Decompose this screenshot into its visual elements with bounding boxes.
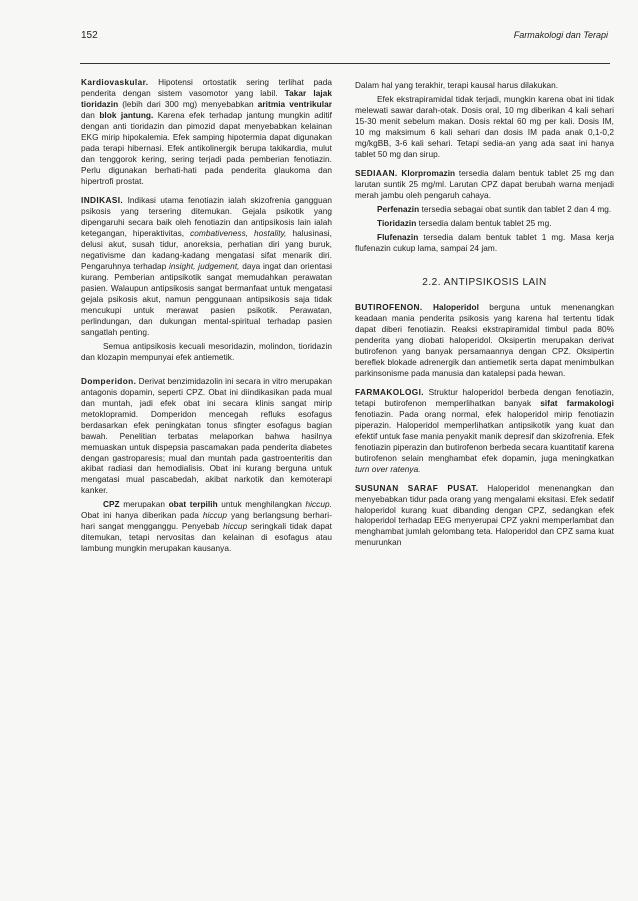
bold-phrase: CPZ — [103, 500, 120, 510]
bold-phrase: Flufenazin — [377, 232, 419, 242]
bold-phrase: Tioridazin — [377, 218, 417, 228]
paragraph-term: FARMAKOLOGI. — [355, 387, 424, 397]
paragraph-dosis: Efek ekstrapiramidal tidak terjadi, mungkin karena obat ini tidak melewati sawar darah-otak. Dosis oral, 10 mg diberikan 4 kali sehari 15-30 menit sebelum makan. Dosis rektal 60 mg per kali. Dosis IM, 10 mg maksimum 6 kali sehari dan dosis IM pada anak 0,1-0,2 mg/kgBB, 3-6 kali sehari. Tetapi sedia-an yang ada saat ini hanya tablet 50 mg dan sirup. — [355, 94, 614, 159]
paragraph-text: tersedia dalam bentuk tablet 25 mg. — [416, 218, 552, 228]
paragraph-text: tersedia dalam bentuk tablet 1 mg. Masa kerja flufenazin cukup lama, sampai 24 jam. — [355, 232, 614, 253]
paragraph-text: untuk menghilangkan — [217, 500, 306, 510]
paragraph-term: INDIKASI. — [81, 195, 124, 205]
paragraph-text: yang berlangsung berhari-hari sangat mengganggu. Penyebab — [81, 511, 332, 532]
paragraph-text: Struktur haloperidol berbeda dengan fenotiazin, tetapi butirofenon memperlihatkan banyak — [355, 387, 614, 408]
paragraph-text: Haloperidol menenangkan dan menyebabkan tidur pada orang yang mengalami eksitasi. Efek sedatif haloperidol kurang kuat dibanding dengan CPZ, sedangkan efek haloperidol terhadap EEG menyerupai CPZ yakni memperlambat dan menghambat jumlah gelombang teta. Haloperidol dan CPZ sama kuat menurunkan — [355, 483, 614, 548]
paragraph-text: daya ingat dan orientasi kurang. Pemberian antipsikotik sangat memudahkan perawatan pasien. Walaupun antipsikosis sangat bermanfaat untuk mengatasi gejala psikosis akut, namun penggunaan antipsikosis saja tidak mencukupi untuk merawat pasien psikotik. Perawatan, perlindungan, dan dukungan mental-spiritual terhadap pasien sangatlah penting. — [81, 261, 333, 337]
paragraph-indikasi — [81, 196, 332, 339]
italic-phrase: combativeness, hostality, — [190, 228, 287, 238]
bold-phrase: Klorpromazin — [397, 168, 456, 178]
italic-phrase: hiccup. — [305, 500, 332, 510]
bold-phrase: obat terpilih — [168, 500, 218, 510]
paragraph-perfenazin — [355, 205, 614, 216]
paragraph-domperidon — [81, 377, 332, 498]
paragraph-text: (lebih dari 300 mg) menyebabkan — [118, 99, 258, 109]
italic-phrase: insight, judgement, — [168, 261, 240, 271]
paragraph-term: SEDIAAN. — [355, 168, 398, 178]
italic-phrase: hiccup — [202, 511, 228, 521]
paragraph-sediaan — [355, 169, 614, 202]
paragraph-text: tersedia dalam bentuk tablet 25 mg dan larutan suntik 25 mg/ml. Larutan CPZ dapat berubah warna menjadi merah jambu oleh pengaruh cahaya. — [355, 168, 614, 200]
running-title: Farmakologi dan Terapi — [513, 30, 608, 40]
paragraph-susunan-saraf-pusat — [355, 484, 614, 550]
paragraph-text: tersedia sebagai obat suntik dan tablet 2 dan 4 mg. — [419, 204, 612, 214]
paragraph-term: Domperidon. — [81, 376, 137, 386]
bold-phrase: blok jantung. — [99, 110, 154, 120]
paragraph-farmakologi — [355, 388, 614, 476]
paragraph-text: Karena efek terhadap jantung mungkin aditif dengan anti tioridazin dan pimozid dapat menyebabkan kelainan EKG mirip hipokalemia. Efek samping hipotermia dapat digunakan pada terapi hibernasi. Efek antikolinergik berupa takikardia, mulut dan tenggorok kering, sering terjadi pada pemberian fenotiazin. Perlu digunakan berhati-hati pada penderita glaukoma dan hipertrofi prostat. — [81, 110, 332, 186]
paragraph-kardiovaskular — [81, 78, 332, 188]
paragraph-text: merupakan — [119, 500, 169, 510]
paragraph-text: Indikasi utama fenotiazin ialah skizofrenia gangguan psikosis yang tersering ditemukan. Gejala psikotik yang dipengaruhi secara baik oleh fenotiazin dan antipsikosis lain ialah ketegangan, hiperaktivitas, — [81, 195, 332, 238]
paragraph-term: BUTIROFENON. — [355, 302, 423, 312]
paragraph-text: seringkali tidak dapat ditemukan, tetapi nervositas dan kelainan di esofagus atau lambung mungkin merupakan kausanya. — [81, 522, 332, 554]
paragraph-text: Derivat benzimidazolin ini secara in vitro merupakan antagonis dopamin, seperti CPZ. Obat ini diindikasikan pada mual dan muntah, jadi efek obat ini secara klinis sangat mirip metoklopramid. Domperidon mencegah refluks esofagus berdasarkan efek peningkatan tonus sfingter esofagus bagian bawah. Penelitian terbatas melaporkan bahwa hasilnya memuaskan untuk dispepsia pascamakan pada penderita diabetes dengan gastroparesis; mual dan muntah pada gastroenteritis dan akibat radiasi dan hemodialisis. Obat ini kurang berguna untuk mengatasi mual pascabedah, akibat narkotik dan kemoterapi kanker. — [81, 376, 332, 496]
right-column — [355, 81, 614, 557]
italic-phrase: hiccup — [223, 522, 248, 532]
paragraph-text: fenotiazin. Pada orang normal, efek haloperidol mirip fenotiazin piperazin. Haloperidol memperlihatkan antipsikotik yang kuat dan efektif untuk fase mania penyakit manik depresif dan skizofrenia. Efek fenotiazin piperazin dan butirofenon berbeda secara kuantitatif karena butirofenon selain menghambat efek dopamin, juga meningkatkan — [355, 409, 614, 463]
paragraph-tioridazin — [355, 219, 614, 230]
paragraph-butirofenon — [355, 303, 614, 380]
section-title: 2.2. ANTIPSIKOSIS LAIN — [422, 276, 547, 288]
header-rule — [80, 63, 610, 64]
left-column — [81, 78, 332, 563]
paragraph-text: Hipotensi ortostatik sering terlihat pada penderita dengan sistem vasomotor yang labil. — [81, 78, 332, 98]
paragraph-text: Obat ini hanya diberikan pada — [81, 511, 203, 521]
bold-phrase: aritmia ventrikular — [257, 99, 333, 109]
bold-phrase: sifat farmakologi — [540, 398, 614, 408]
bold-phrase: Takar lajak tioridazin — [81, 88, 332, 109]
bold-phrase: Perfenazin — [377, 204, 420, 214]
paragraph-flufenazin — [355, 233, 614, 255]
paragraph-continuation: Dalam hal yang terakhir, terapi kausal harus dilakukan. — [355, 81, 559, 90]
page-number: 152 — [81, 30, 98, 41]
paragraph-text: berguna untuk menenangkan keadaan mania penderita psikosis yang karena hal tertentu tidak dapat diberi fenotiazin. Reaksi ekstrapiramidal timbul pada 80% penderita yang diobati haloperidol. Oksipertin merupakan derivat butirofenon yang banyak persamaannya dengan CPZ. Oksipertin bereflek blokade adrenergik dan antiemetik serta dapat menimbulkan parkinsonisme pada manusia dan katalepsi pada hewan. — [355, 302, 614, 378]
paragraph-term: Kardiovaskular. — [81, 78, 149, 87]
paragraph-term: SUSUNAN SARAF PUSAT. — [355, 483, 479, 493]
italic-phrase: turn over ratenya. — [355, 464, 421, 474]
paragraph-cpz-hiccup — [81, 500, 332, 555]
paragraph-text: dan — [81, 110, 100, 120]
paragraph-antiemetik: Semua antipsikosis kecuali mesoridazin, molindon, tioridazin dan klozapin mempunyai efek antiemetik. — [81, 341, 332, 362]
bold-phrase: Haloperidol — [422, 302, 479, 312]
paragraph-text: halusinasi, delusi akut, susah tidur, anoreksia, perhatian diri yang buruk, negativisme dan kadang-kadang mengatasi sifat menarik diri. Pengaruhnya terhadap — [81, 228, 333, 271]
